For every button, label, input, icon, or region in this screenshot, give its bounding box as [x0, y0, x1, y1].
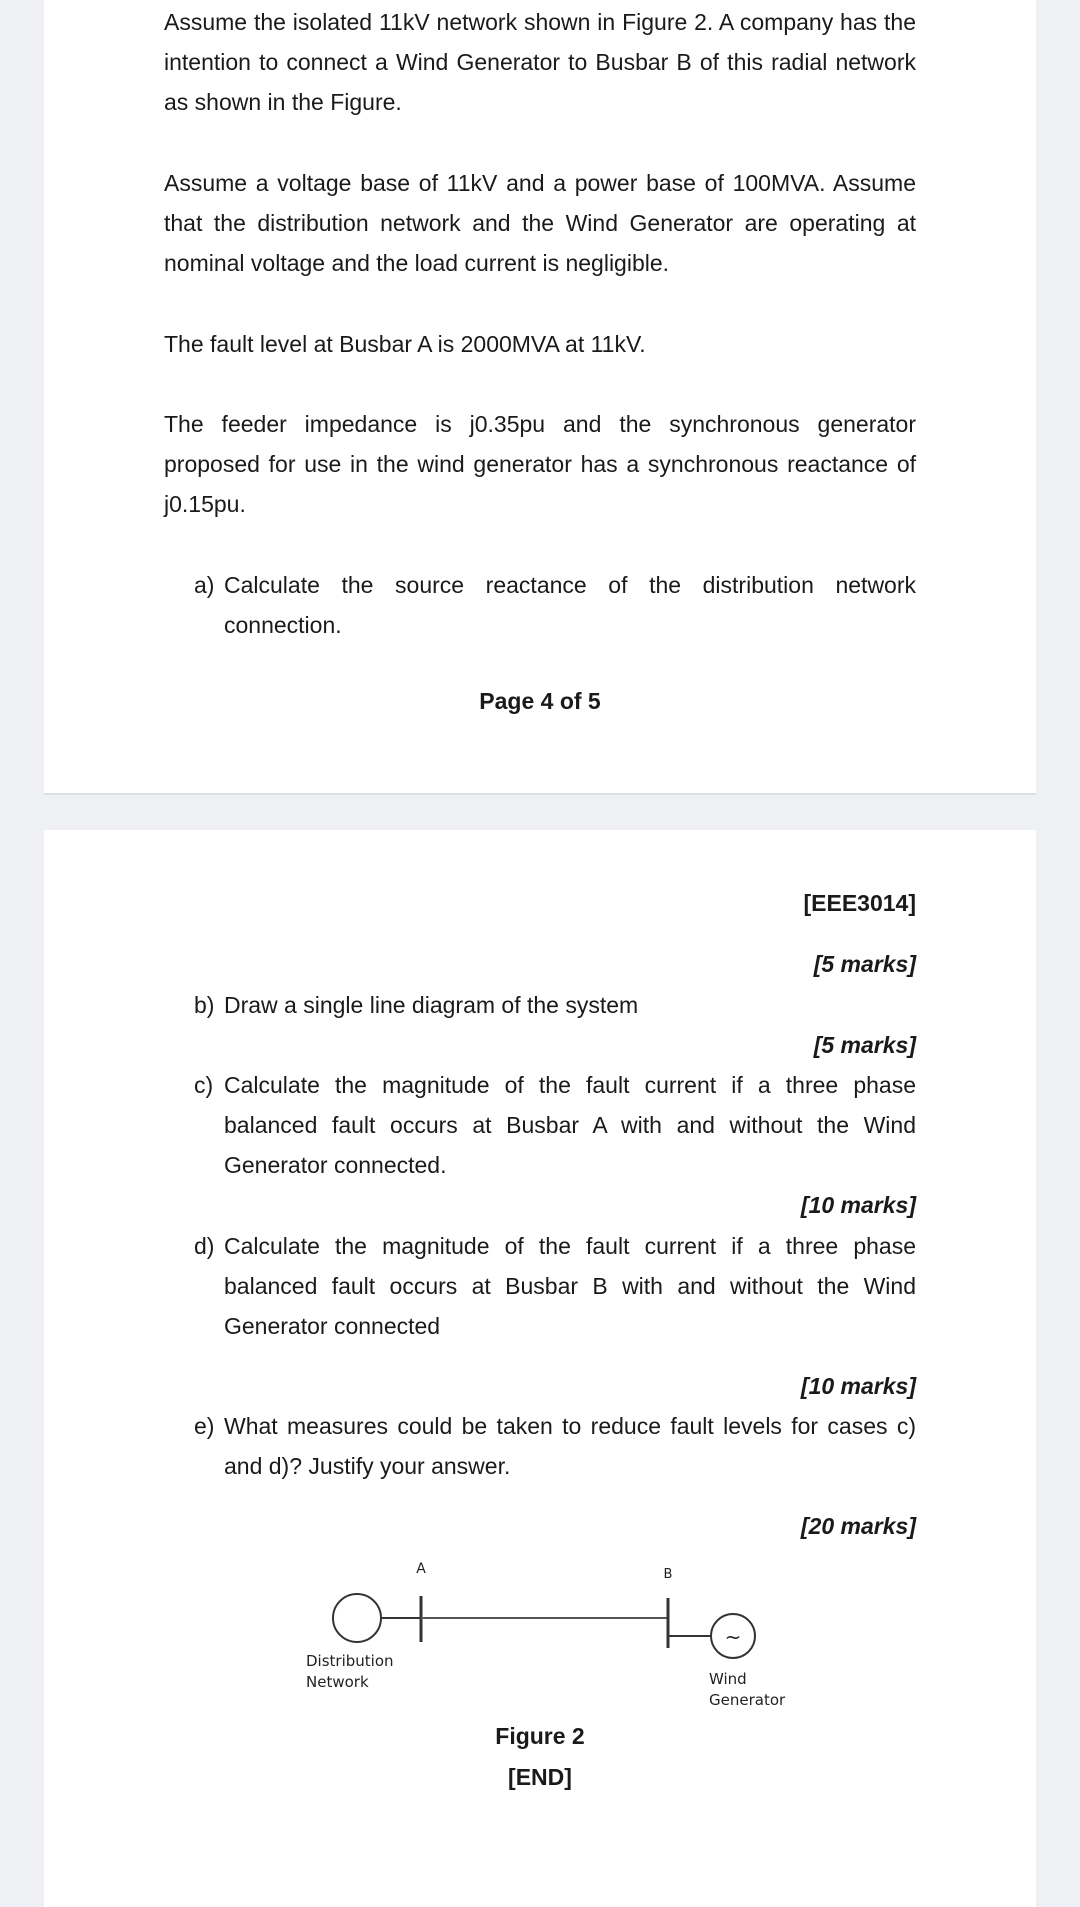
generator-tilde-icon: ~ [724, 1625, 742, 1649]
question-e-text: What measures could be taken to reduce fault levels for cases c) and d)? Justify your answer. [224, 1413, 916, 1479]
question-e-label: e) [194, 1413, 215, 1439]
distribution-label-line1: Distribution [306, 1652, 394, 1670]
figure-caption: Figure 2 [495, 1723, 585, 1749]
question-c-label: c) [194, 1072, 214, 1098]
marks-a: [5 marks] [813, 951, 916, 977]
question-a [194, 565, 916, 645]
question-b-label: b) [194, 992, 215, 1018]
page-5 [44, 830, 1036, 1907]
course-code: [EEE3014] [803, 890, 916, 916]
question-d-label: d) [194, 1233, 215, 1259]
page-4 [44, 0, 1036, 795]
wind-label-line2: Generator [709, 1691, 786, 1709]
paragraph-base-values: Assume a voltage base of 11kV and a power base of 100MVA. Assume that the distribution network and the Wind Generator are operating at nominal voltage and the load current is negligible. [164, 170, 916, 276]
wind-label-line1: Wind [709, 1670, 747, 1688]
question-a-text: Calculate the source reactance of the distribution network connection. [224, 572, 916, 638]
distribution-label-line2: Network [306, 1673, 369, 1691]
question-d-text: Calculate the magnitude of the fault current if a three phase balanced fault occurs at Busbar B with and without the Wind Generator connected [224, 1233, 916, 1339]
bus-b-label: B [663, 1567, 673, 1582]
question-a-label: a) [194, 572, 215, 598]
question-b-text: Draw a single line diagram of the system [224, 992, 639, 1018]
marks-b: [5 marks] [813, 1032, 916, 1058]
paragraph-intro: Assume the isolated 11kV network shown in Figure 2. A company has the intention to connect a Wind Generator to Busbar B of this radial network as shown in the Figure. [164, 9, 916, 115]
marks-d: [10 marks] [800, 1373, 916, 1399]
marks-c: [10 marks] [800, 1192, 916, 1218]
marks-e: [20 marks] [800, 1513, 916, 1539]
question-c-text: Calculate the magnitude of the fault current if a three phase balanced fault occurs at Busbar A with and without the Wind Generator connected. [224, 1072, 916, 1178]
page-number: Page 4 of 5 [479, 688, 601, 714]
paragraph-impedances: The feeder impedance is j0.35pu and the synchronous generator proposed for use in the wind generator has a synchronous reactance of j0.15pu. [164, 411, 916, 517]
distribution-network-symbol [333, 1594, 381, 1642]
bus-a-label: A [416, 1561, 426, 1577]
paragraph-fault-level: The fault level at Busbar A is 2000MVA at 11kV. [164, 331, 646, 357]
end-marker: [END] [508, 1764, 572, 1790]
